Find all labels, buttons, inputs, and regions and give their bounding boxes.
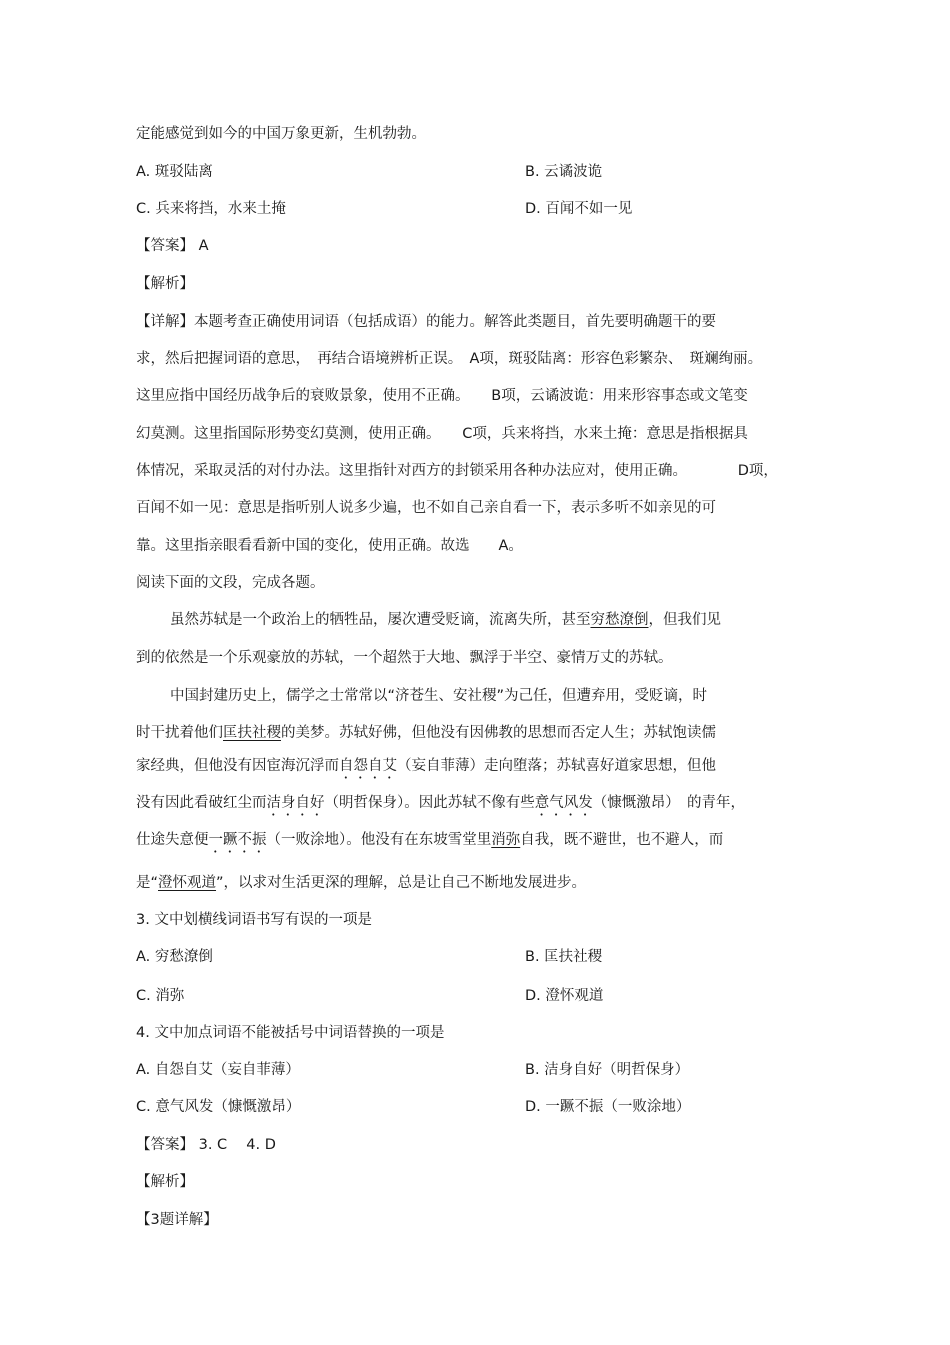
reading-instruction: 阅读下面的文段，完成各题。 [136,575,325,591]
detail-heading-3: 【3题详解】 [136,1212,218,1228]
q4-option-d: D. 一蹶不振（一败涂地） [525,1099,691,1115]
q4-option-b: B. 洁身自好（明哲保身） [525,1062,690,1078]
underlined-term: 穷愁潦倒 [590,612,649,628]
q3-option-d: D. 澄怀观道 [525,988,604,1004]
underlined-term: 澄怀观道 [158,875,217,891]
passage-line-2: 到的依然是一个乐观豪放的苏轼，一个超然于大地、飘浮于半空、豪情万丈的苏轼。 [136,650,673,666]
answer-line: 【答案】 A [136,238,209,254]
detail-line-2: 求，然后把握词语的意思， 再结合语境辨析正误。 A项，斑驳陆离：形容色彩繁杂、 斑斓绚丽。 [136,351,763,367]
passage-line-1: 虽然苏轼是一个政治上的牺牲品，屡次遭受贬谪，流离失所，甚至穷愁潦倒，但我们见 [170,612,721,628]
passage-line-8: 是“澄怀观道”，以求对生活更深的理解，总是让自己不断地发展进步。 [136,875,587,891]
passage-line-4: 时干扰着他们匡扶社稷的美梦。苏轼好佛，但他没有因佛教的思想而否定人生；苏轼饱读儒 [136,725,716,741]
option-c: C. 兵来将挡，水来土掩 [136,201,286,217]
analysis-heading: 【解析】 [136,276,194,292]
detail-line-7: 靠。这里指亲眼看看新中国的变化，使用正确。故选 A。 [136,538,523,554]
detail-line-4: 幻莫测。这里指国际形势变幻莫测，使用正确。 C项，兵来将挡，水来土掩：意思是指根据具 [136,426,748,442]
passage-line-3: 中国封建历史上，儒学之士常常以“济苍生、安社稷”为己任，但遭弃用，受贬谪，时 [170,688,708,704]
option-b: B. 云谲波诡 [525,164,603,180]
dotted-term: 一蹶不振 [208,832,267,848]
detail-line-3: 这里应指中国经历战争后的衰败景象，使用不正确。 B项，云谲波诡：用来形容事态或文笔变 [136,388,748,404]
q3-option-b: B. 匡扶社稷 [525,949,603,965]
option-a: A. 斑驳陆离 [136,164,213,180]
dotted-term: 自怨自艾 [339,758,397,774]
detail-line-5: 体情况，采取灵活的对付办法。这里指针对西方的封锁采用各种办法应对，使用正确。 D项， [136,463,778,479]
q3-option-a: A. 穷愁潦倒 [136,949,213,965]
question-tail-text: 定能感觉到如今的中国万象更新，生机勃勃。 [136,126,426,142]
passage-line-5: 家经典，但他没有因宦海沉浮而自怨自艾（妄自菲薄）走向堕落；苏轼喜好道家思想，但他 [136,758,716,774]
detail-line-6: 百闻不如一见：意思是指听别人说多少遍，也不如自己亲自看一下，表示多听不如亲见的可 [136,500,716,516]
question-4-stem: 4. 文中加点词语不能被括号中词语替换的一项是 [136,1025,445,1041]
answer-line-2: 【答案】 3. C 4. D [136,1137,276,1153]
q4-option-c: C. 意气风发（慷慨激昂） [136,1099,301,1115]
underlined-term: 匡扶社稷 [223,725,281,741]
analysis-heading-2: 【解析】 [136,1174,194,1190]
passage-line-6: 没有因此看破红尘而洁身自好（明哲保身）。因此苏轼不像有些意气风发（慷慨激昂） 的青年， [136,795,745,811]
underlined-term: 消弥 [491,832,521,848]
dotted-term: 意气风发 [534,795,593,811]
dotted-term: 洁身自好 [266,795,325,811]
detail-line-1: 【详解】本题考查正确使用词语（包括成语）的能力。解答此类题目，首先要明确题干的要 [136,314,716,330]
option-d: D. 百闻不如一见 [525,201,633,217]
question-3-stem: 3. 文中划横线词语书写有误的一项是 [136,912,372,928]
q3-option-c: C. 消弥 [136,988,185,1004]
passage-line-7: 仕途失意便一蹶不振（一败涂地）。他没有在东坡雪堂里消弥自我，既不避世，也不避人，而 [136,832,724,848]
q4-option-a: A. 自怨自艾（妄自菲薄） [136,1062,300,1078]
